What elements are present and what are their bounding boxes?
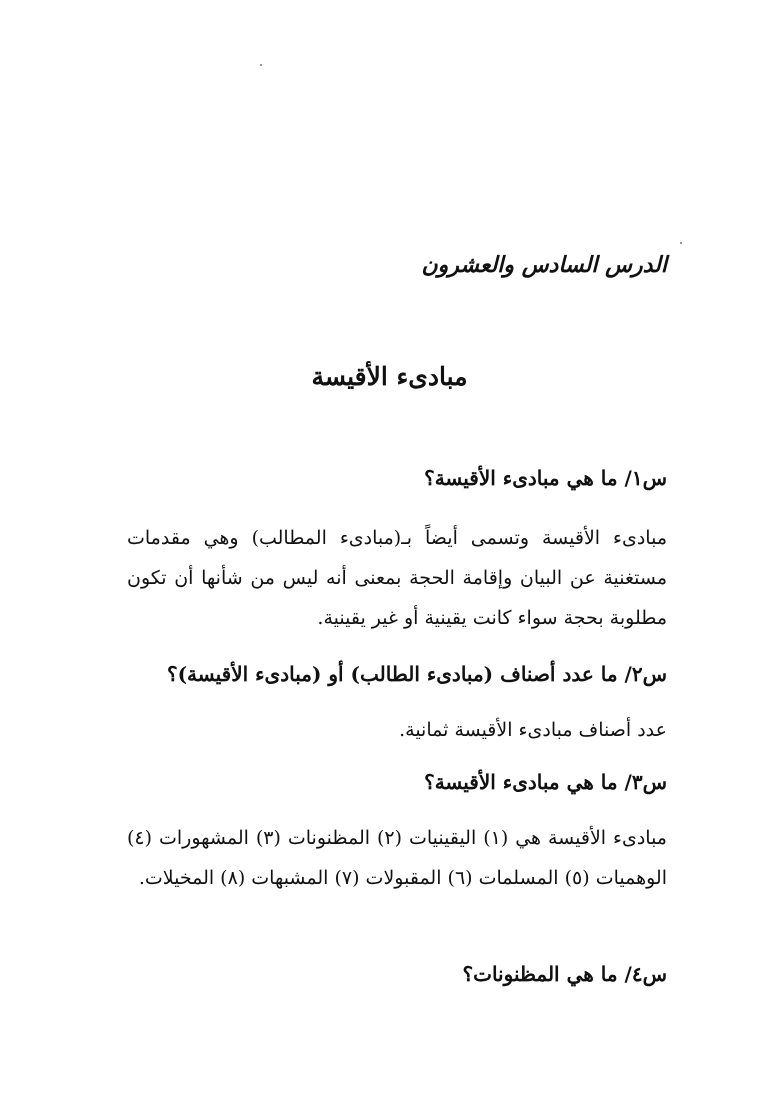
scan-speck [680, 242, 682, 244]
lesson-heading: الدرس السادس والعشرون [421, 252, 667, 278]
question-2: س٢/ ما عدد أصناف (مبادىء الطالب) أو (مبادىء الأقيسة)؟ [166, 662, 667, 686]
answer-2: عدد أصناف مبادىء الأقيسة ثمانية. [399, 719, 667, 741]
scan-speck [260, 64, 262, 66]
answer-3: مبادىء الأقيسة هي (١) اليقينيات (٢) المظنونات (٣) المشهورات (٤) الوهميات (٥) المسلمات (٦) المقبولات (٧) المشبهات (٨) المخيلات. [127, 827, 667, 889]
answer-1: مبادىء الأقيسة وتسمى أيضاً بـ(مبادىء المطالب) وهي مقدمات مستغنية عن البيان وإقامة الحجة بمعنى أنه ليس من شأنها أن تكون مطلوبة بحجة سواء كانت يقينية أو غير يقينية. [127, 527, 667, 629]
question-1: س١/ ما هي مبادىء الأقيسة؟ [424, 466, 667, 490]
question-3: س٣/ ما هي مبادىء الأقيسة؟ [424, 770, 667, 794]
question-4: س٤/ ما هي المظنونات؟ [462, 962, 667, 986]
page-title: مبادىء الأقيسة [311, 362, 468, 391]
